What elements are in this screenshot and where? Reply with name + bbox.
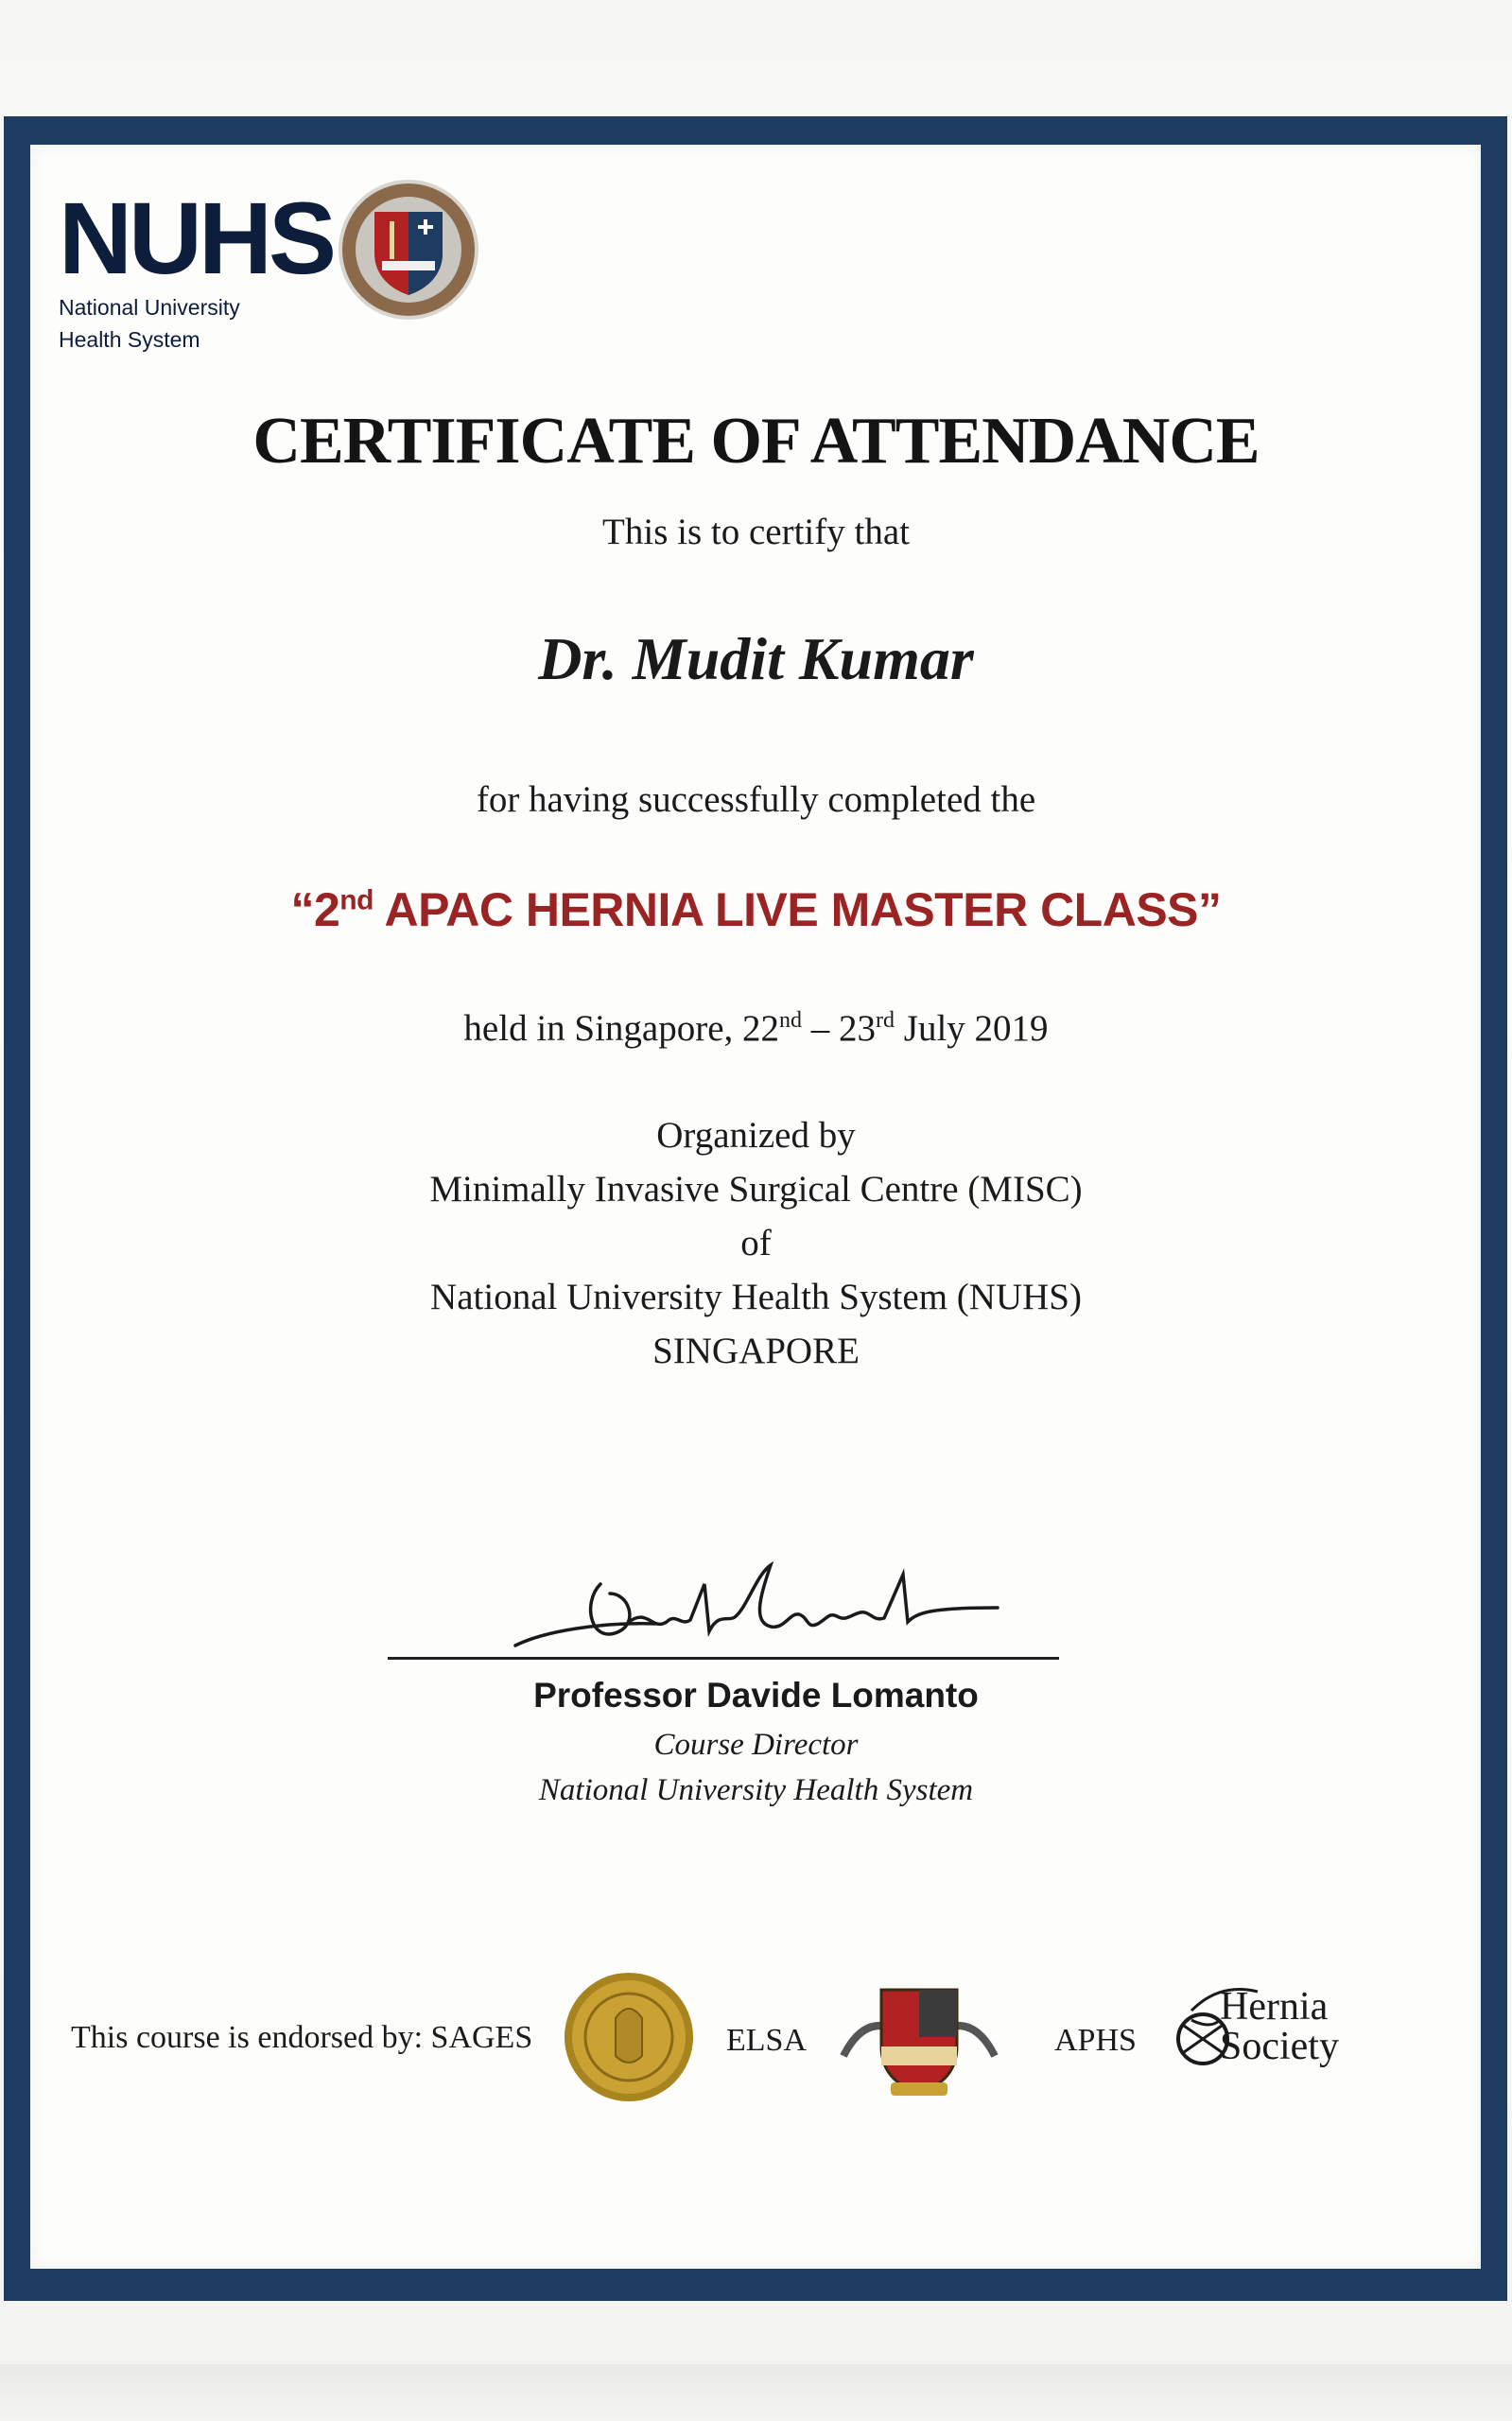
organized-by: Organized by	[656, 1115, 856, 1156]
course-open: “2	[290, 883, 340, 936]
nuhs-wordmark: NUHS	[59, 181, 334, 295]
nuhs-subtitle-line1: National University	[59, 295, 240, 320]
signatory-name: Professor Davide Lomanto	[533, 1676, 979, 1715]
sages-seal-icon	[563, 1971, 695, 2103]
society-word: Society	[1220, 2025, 1339, 2068]
held-prefix: held in Singapore, 22	[463, 1008, 780, 1049]
signature-line	[388, 1657, 1059, 1660]
course-ordinal: nd	[339, 884, 374, 916]
signatory-role: Course Director	[653, 1728, 859, 1762]
endorsement-text: This course is endorsed by: SAGES	[71, 2020, 533, 2055]
certificate-title: CERTIFICATE OF ATTENDANCE	[252, 405, 1260, 478]
organizer-centre: Minimally Invasive Surgical Centre (MISC)	[429, 1169, 1083, 1210]
elsa-crest-icon	[825, 1971, 1014, 2103]
completed-line: for having successfully completed the	[476, 779, 1036, 820]
organizer-country: SINGAPORE	[652, 1331, 860, 1371]
held-mid: – 23	[802, 1008, 877, 1049]
organizer-of: of	[740, 1223, 772, 1263]
endorsement-row	[0, 1971, 1512, 2122]
misc-seal-icon	[337, 178, 480, 322]
held-line	[0, 1007, 1512, 1050]
held-ordinal-1: nd	[779, 1008, 803, 1033]
signature-icon	[487, 1556, 1017, 1660]
paper-edge	[0, 2364, 1512, 2421]
nuhs-logo	[59, 181, 334, 354]
held-suffix: July 2019	[895, 1008, 1049, 1049]
held-ordinal-2: rd	[876, 1008, 895, 1033]
signatory-institution: National University Health System	[538, 1773, 974, 1807]
hernia-word: Hernia	[1220, 1985, 1329, 2029]
organizer-block	[0, 1108, 1512, 1378]
organizer-system: National University Health System (NUHS)	[430, 1277, 1082, 1317]
course-name: APAC HERNIA LIVE MASTER CLASS”	[373, 883, 1222, 936]
elsa-label: ELSA	[726, 2023, 807, 2058]
course-title	[0, 882, 1512, 937]
aphs-label: APHS	[1054, 2023, 1137, 2058]
recipient-name: Dr. Mudit Kumar	[538, 625, 974, 692]
nuhs-subtitle-line2: Health System	[59, 327, 200, 352]
certify-line: This is to certify that	[602, 512, 910, 552]
